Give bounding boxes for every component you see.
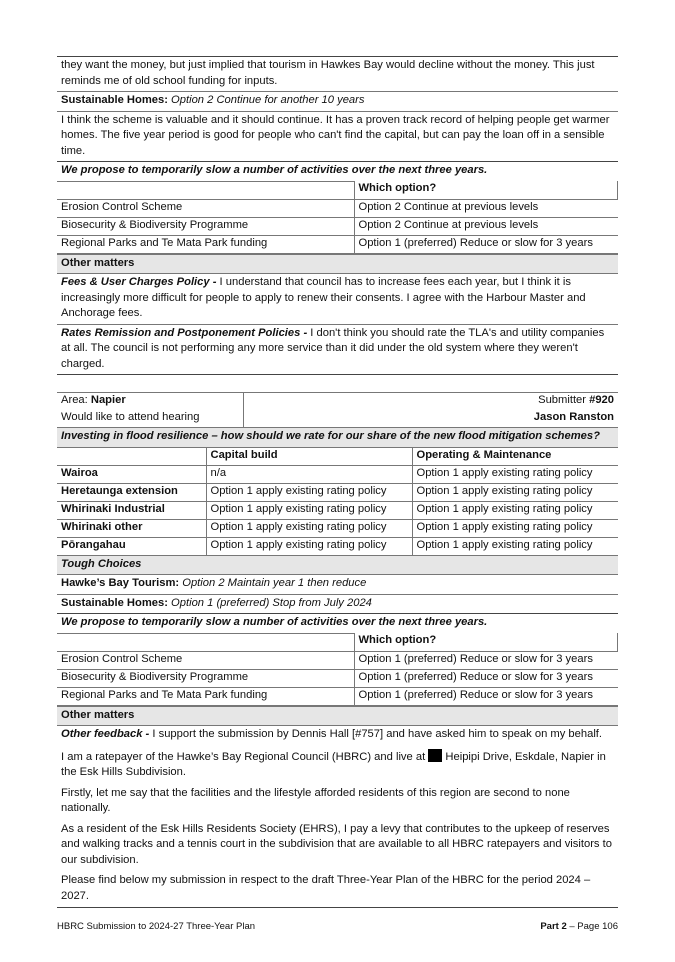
submission-intro-paragraph: Please find below my submission in respect to the draft Three-Year Plan of the HBRC for the period 2024 – 2027. xyxy=(61,874,591,902)
slow-activities-heading-2: We propose to temporarily slow a number of activities over the next three years. xyxy=(57,613,618,633)
tourism-value: Option 2 Maintain year 1 then reduce xyxy=(182,577,367,589)
table-row xyxy=(57,199,618,217)
scheme-name: Wairoa xyxy=(57,465,206,483)
bottom-rule xyxy=(57,907,618,908)
table-row xyxy=(57,651,618,669)
which-option-header: Which option? xyxy=(354,181,618,199)
sustainable-homes-row xyxy=(57,91,618,111)
other-matters-heading: Other matters xyxy=(57,254,618,274)
sustainable-homes-value: Option 2 Continue for another 10 years xyxy=(171,94,365,106)
footer-title: HBRC Submission to 2024-27 Three-Year Plan xyxy=(57,921,256,932)
table-row xyxy=(57,483,618,501)
facilities-paragraph: Firstly, let me say that the facilities and the lifestyle afforded residents of this region are second to none nationally. xyxy=(61,786,570,814)
rates-policy-comment xyxy=(57,324,618,375)
table-row xyxy=(57,501,618,519)
fees-policy-label: Fees & User Charges Policy - xyxy=(61,276,217,288)
rates-policy-text: I don't think you should rate the TLA's and utility companies at all. The council is not performing any more service than it did under the old system where they weren't charged. xyxy=(61,326,605,370)
fees-policy-text: I understand that council has to increase fees each year, but I think it is increasingly more difficult for people to apply to renew their consents. I agree with the Harbour Master and Anchorage fees. xyxy=(61,276,586,319)
tourism-label: Hawke’s Bay Tourism: xyxy=(61,577,180,589)
sustainable-homes-row-2 xyxy=(57,594,618,614)
submitter-label: Submitter xyxy=(538,394,586,406)
submitter-number: #920 xyxy=(589,394,614,406)
other-feedback-label: Other feedback - xyxy=(61,728,150,740)
operating-option: Option 1 apply existing rating policy xyxy=(412,537,618,555)
table-row xyxy=(57,669,618,687)
scheme-name: Whirinaki other xyxy=(57,519,206,537)
operating-option: Option 1 apply existing rating policy xyxy=(412,483,618,501)
operating-option: Option 1 apply existing rating policy xyxy=(412,519,618,537)
scheme-name: Heretaunga extension xyxy=(57,483,206,501)
capital-option: Option 1 apply existing rating policy xyxy=(206,537,412,555)
fees-policy-comment xyxy=(57,273,618,324)
intro-text: they want the money, but just implied that tourism in Hawkes Bay would decline without the money. This just reminds me of old school funding for inputs. xyxy=(61,59,595,87)
scheme-name: Pōrangahau xyxy=(57,537,206,555)
capital-option: Option 1 apply existing rating policy xyxy=(206,501,412,519)
submitter-header-table xyxy=(57,392,618,428)
table-row xyxy=(57,519,618,537)
area-label: Area: xyxy=(61,394,88,406)
other-matters-heading-2: Other matters xyxy=(57,706,618,726)
table-row xyxy=(57,687,618,705)
page-content xyxy=(57,56,618,908)
tough-choices-heading: Tough Choices xyxy=(57,556,618,575)
residents-society-paragraph: As a resident of the Esk Hills Residents Society (EHRS), I pay a levy that contributes to the upkeep of reserves and walking tracks and a tennis court in the subdivision that are available to all HBRC ratepayers and visitors to our subdivision. xyxy=(61,822,612,866)
capital-option: Option 1 apply existing rating policy xyxy=(206,519,412,537)
activity-option: Option 1 (preferred) Reduce or slow for 3 years xyxy=(354,687,618,705)
sustainable-homes-value: Option 1 (preferred) Stop from July 2024 xyxy=(171,596,372,609)
table-row xyxy=(57,217,618,235)
footer-page xyxy=(540,919,618,935)
footer-part: Part 2 xyxy=(540,921,567,932)
sustainable-homes-label: Sustainable Homes: xyxy=(61,596,168,609)
capital-build-header: Capital build xyxy=(206,447,412,465)
sustainable-homes-comment: I think the scheme is valuable and it should continue. It has a proven track record of helping people get warmer homes. The five year period is good for people who can't find the capital, but can pay the loan off in a sensible time. xyxy=(57,111,618,162)
sustainable-homes-label: Sustainable Homes: xyxy=(61,94,168,106)
table-row xyxy=(57,235,618,253)
activity-name: Erosion Control Scheme xyxy=(57,199,354,217)
page-footer xyxy=(57,919,618,935)
table-row xyxy=(57,465,618,483)
tourism-row xyxy=(57,574,618,594)
which-option-header: Which option? xyxy=(354,633,618,651)
other-feedback xyxy=(57,725,618,747)
ratepayer-paragraph xyxy=(57,747,618,784)
activity-option: Option 1 (preferred) Reduce or slow for 3 years xyxy=(354,669,618,687)
activity-name: Biosecurity & Biodiversity Programme xyxy=(57,669,354,687)
slow-activities-heading: We propose to temporarily slow a number of activities over the next three years. xyxy=(57,161,618,181)
ratepayer-text-before: I am a ratepayer of the Hawke’s Bay Regional Council (HBRC) and live at xyxy=(61,750,429,763)
activity-name: Regional Parks and Te Mata Park funding xyxy=(57,235,354,253)
other-feedback-text: I support the submission by Dennis Hall [#757] and have asked him to speak on my behalf. xyxy=(149,728,603,740)
activity-option: Option 2 Continue at previous levels xyxy=(354,199,618,217)
hearing-status: Would like to attend hearing xyxy=(57,410,243,428)
ratepayer-text-after: Heipipi Drive, Eskdale, Napier in the Esk Hills Subdivision. xyxy=(61,750,606,778)
activity-name: Erosion Control Scheme xyxy=(57,651,354,669)
flood-table xyxy=(57,447,618,556)
operating-header: Operating & Maintenance xyxy=(412,447,618,465)
activities-table-1 xyxy=(57,181,618,254)
footer-page-number: – Page 106 xyxy=(566,921,618,932)
activity-name: Regional Parks and Te Mata Park funding xyxy=(57,687,354,705)
area-value: Napier xyxy=(90,394,126,406)
flood-resilience-heading: Investing in flood resilience – how should we rate for our share of the new flood mitigation schemes? xyxy=(57,428,618,447)
redacted-address xyxy=(428,749,442,762)
activity-option: Option 2 Continue at previous levels xyxy=(354,217,618,235)
table-row xyxy=(57,537,618,555)
rates-policy-label: Rates Remission and Postponement Policies - xyxy=(61,326,308,339)
capital-option: n/a xyxy=(206,465,412,483)
scheme-name: Whirinaki Industrial xyxy=(57,501,206,519)
activity-option: Option 1 (preferred) Reduce or slow for 3 years xyxy=(354,235,618,253)
activity-option: Option 1 (preferred) Reduce or slow for 3 years xyxy=(354,651,618,669)
activity-name: Biosecurity & Biodiversity Programme xyxy=(57,217,354,235)
operating-option: Option 1 apply existing rating policy xyxy=(412,465,618,483)
activities-table-2 xyxy=(57,633,618,706)
operating-option: Option 1 apply existing rating policy xyxy=(412,501,618,519)
submitter-name: Jason Ranston xyxy=(243,410,618,428)
capital-option: Option 1 apply existing rating policy xyxy=(206,483,412,501)
